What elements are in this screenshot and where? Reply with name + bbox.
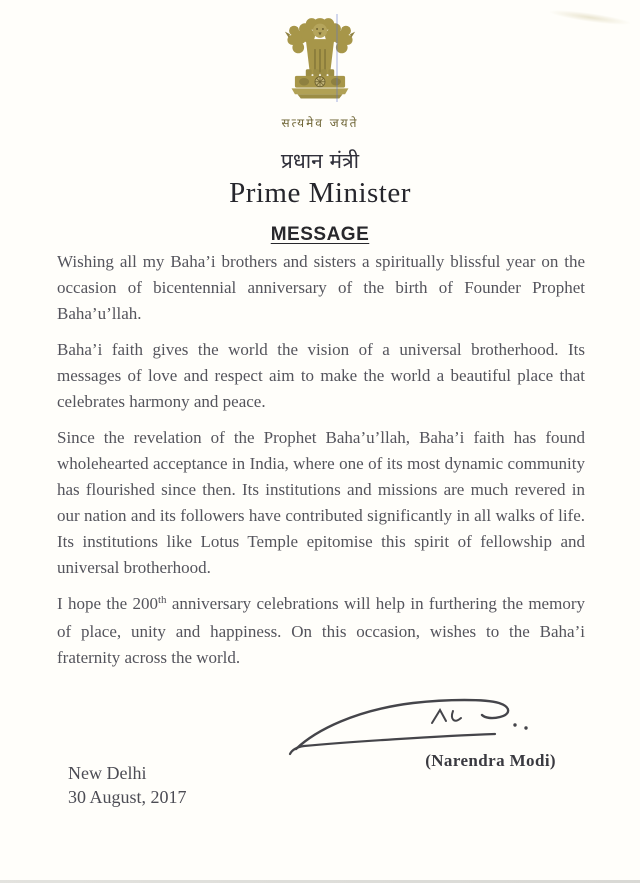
letterhead — [0, 14, 640, 246]
title-english: Prime Minister — [229, 177, 411, 209]
title-hindi: प्रधान मंत्री — [280, 149, 360, 173]
place: New Delhi — [68, 763, 147, 783]
paragraph-3: Since the revelation of the Prophet Baha’u’llah, Baha’i faith has found wholehearted acceptance in India, where one of its most dynamic community has flourished since then. Its institutions and missions are much revered in our nation and its followers have contributed significantly in all walks of life. Its institutions like Lotus Temple epitomise this spirit of fellowship and universal brotherhood. — [57, 428, 585, 577]
paragraph-2: Baha’i faith gives the world the vision of a universal brotherhood. Its messages of love and respect aim to make the world a beautiful place that celebrates harmony and peace. — [57, 340, 585, 411]
india-national-emblem-icon — [278, 14, 362, 106]
ordinal-superscript: th — [157, 594, 167, 606]
signatory-name: (Narendra Modi) — [425, 751, 556, 770]
letter-body — [57, 249, 585, 681]
date: 30 August, 2017 — [68, 787, 187, 807]
emblem-wrap — [278, 14, 362, 106]
paragraph-4-suffix: anniversary celebrations will help in furthering the memory of place, unity and happiness. On this occasion, wishes to the Baha’i fraternity across the world. — [57, 594, 585, 667]
message-heading: MESSAGE — [270, 224, 370, 245]
paragraph-1: Wishing all my Baha’i brothers and sisters a spiritually blissful year on the occasion of bicentennial anniversary of the birth of Founder Prophet Baha’u’llah. — [57, 252, 585, 323]
paragraph-4 — [57, 591, 585, 671]
place-date-block — [68, 761, 187, 809]
paragraph-4-prefix: I hope the 200 — [57, 594, 158, 613]
emblem-motto: सत्यमेव जयते — [281, 116, 359, 130]
